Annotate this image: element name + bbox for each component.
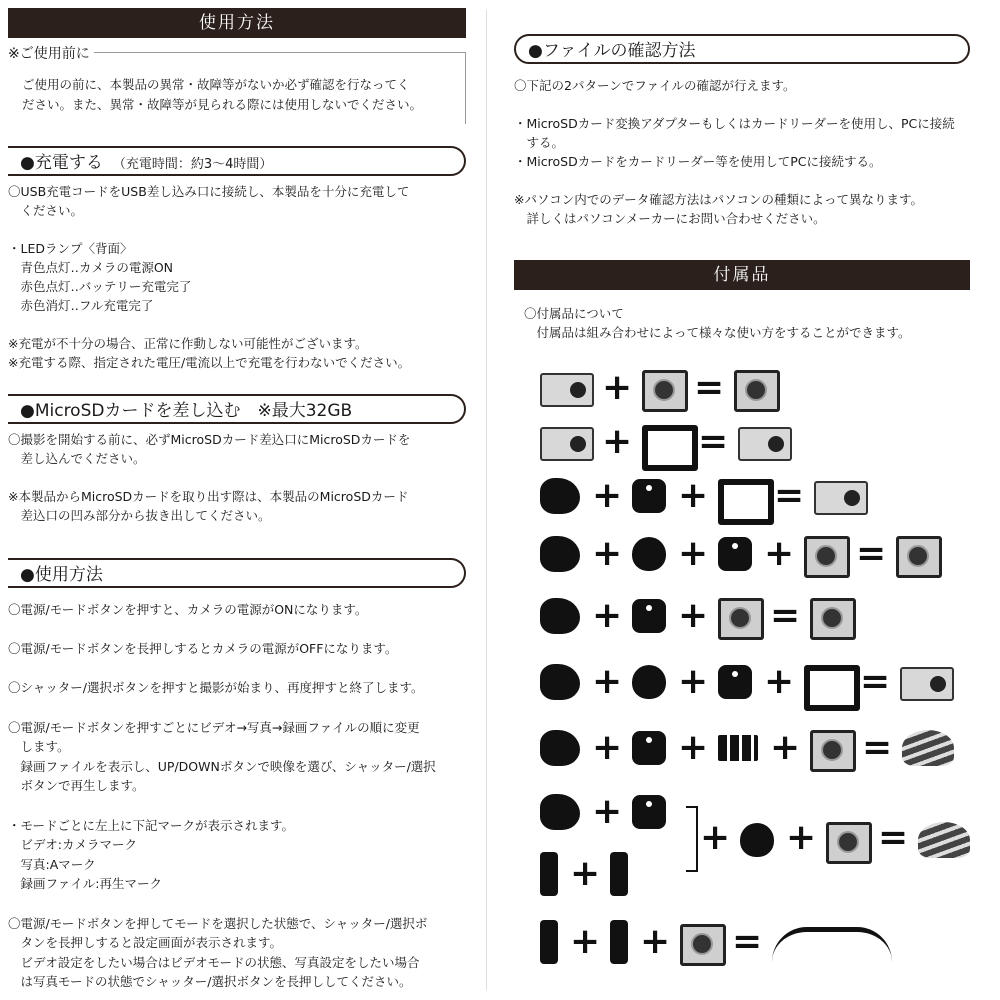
equals-sign: = [856,533,887,574]
dome-icon [632,665,666,699]
plus-sign: + [592,727,623,768]
plate-icon [632,479,666,513]
housing-icon [734,370,780,412]
equals-sign: = [694,367,725,408]
plate-icon [632,795,666,829]
microsd-heading [8,394,466,424]
text-line [8,220,410,239]
precheck-title: ※ご使用前に [8,43,94,63]
camera-icon [540,373,594,407]
camera-icon [900,667,954,701]
text-line: 〇電源/モードボタンを押してモードを選択した状態で、シャッター/選択ボ [8,915,428,931]
camera-icon [540,427,594,461]
arm-icon [610,852,628,896]
charge-heading [8,146,466,176]
plate-icon [718,537,752,571]
text-line: 〇電源/モードボタンを長押しするとカメラの電源がOFFになります。 [8,641,398,657]
dome-icon [740,823,774,857]
precheck-line: ださい。また、異常・故障等が見られる際には使用しないでください。 [22,97,423,112]
text-line: ボタンで再生します。 [8,778,145,794]
camera-icon [738,427,792,461]
plus-sign: + [570,921,601,962]
text-line: ※充電する際、指定された電圧/電流以上で充電を行わないでください。 [8,355,411,370]
plus-sign: + [786,817,817,858]
text-line: 差込口の凹み部分から抜き出してください。 [8,508,271,523]
text-line: 〇下記の2パターンでファイルの確認が行えます。 [514,78,796,93]
text-line: 録画ファイル:再生マーク [8,876,162,892]
text-line: タンを長押しすると設定画面が表示されます。 [8,935,283,951]
usage-header: 使用方法 [8,8,466,38]
plus-sign: + [700,817,731,858]
combination-bracket [686,806,698,872]
text-line: ・モードごとに左上に下記マークが表示されます。 [8,817,295,833]
files-heading [514,34,970,64]
text-line [8,698,436,718]
text-line: 差し込んでください。 [8,451,146,466]
housing-icon [804,536,850,578]
column-divider [486,10,487,990]
text-line: する。 [514,135,565,150]
clip-icon [540,794,580,830]
housing-icon [896,536,942,578]
plus-sign: + [602,421,633,462]
plus-sign: + [592,661,623,702]
text-line [8,659,436,679]
charge-text [8,182,410,372]
plate-icon [632,599,666,633]
plus-sign: + [570,853,601,894]
text-line: ・MicroSDカード変換アダプターもしくはカードリーダーを使用し、PCに接続 [514,116,955,131]
equals-sign: = [860,661,891,702]
text-line: ※本製品からMicroSDカードを取り出す際は、本製品のMicroSDカード [8,489,409,504]
text-line [514,171,955,190]
text-line: 詳しくはパソコンメーカーにお問い合わせください。 [514,211,826,226]
plus-sign: + [678,533,709,574]
housing-icon [642,370,688,412]
clip-icon [540,478,580,514]
plus-sign: + [592,533,623,574]
arm-icon [610,920,628,964]
clip-icon [540,664,580,700]
plus-sign: + [764,661,795,702]
text-line: は写真モードの状態でシャッター/選択ボタンを長押ししてください。 [8,974,412,990]
files-title: ●ファイルの確認方法 [528,41,696,61]
text-line: 写真:Aマーク [8,856,96,872]
text-line: ※充電が不十分の場合、正常に作動しない可能性がございます。 [8,336,368,351]
frame-icon [804,665,860,711]
text-line: 録画ファイルを表示し、UP/DOWNボタンで映像を選び、シャッター/選択 [8,758,436,774]
clip-icon [540,598,580,634]
housing-icon [810,730,856,772]
plate-icon [718,665,752,699]
text-line [8,894,436,914]
plate-icon [632,731,666,765]
text-line [8,468,410,487]
plus-sign: + [770,727,801,768]
text-line: 〇付属品について [524,306,624,321]
precheck-box [8,46,466,124]
charge-subtitle: （充電時間：約3～4時間） [112,157,273,172]
microsd-text [8,430,410,525]
plus-sign: + [764,533,795,574]
microsd-title: ●MicroSDカードを差し込む ※最大32GB [20,401,353,421]
text-line [8,620,436,640]
plus-sign: + [640,921,671,962]
arm-icon [540,852,558,896]
equals-sign: = [770,595,801,636]
camera-icon [814,481,868,515]
text-line [514,95,955,114]
plus-sign: + [678,475,709,516]
plus-sign: + [678,661,709,702]
text-line: 赤色消灯‥フル充電完了 [8,298,154,313]
housing-icon [718,598,764,640]
text-line: ※パソコン内でのデータ確認方法はパソコンの種類によって異なります。 [514,192,923,207]
equals-sign: = [698,421,729,462]
usage-text [8,600,436,992]
dome-icon [632,537,666,571]
arm-icon [540,920,558,964]
helmet-icon [902,730,954,766]
frame-icon [642,425,698,471]
plus-sign: + [592,595,623,636]
plus-sign: + [602,367,633,408]
housing-icon [810,598,856,640]
plus-sign: + [592,791,623,832]
text-line: 青色点灯‥カメラの電源ON [8,260,174,275]
text-line: 〇シャッター/選択ボタンを押すと撮影が始まり、再度押すと終了します。 [8,680,424,696]
clip-icon [540,536,580,572]
text-line: ビデオ設定をしたい場合はビデオモードの状態、写真設定をしたい場合 [8,954,420,970]
housing-icon [680,924,726,966]
plus-sign: + [678,727,709,768]
text-line: ・MicroSDカードをカードリーダー等を使用してPCに接続する。 [514,154,882,169]
usage-heading [8,558,466,588]
files-text [514,76,955,228]
text-line: ください。 [8,203,84,218]
charge-title: ●充電する [20,153,103,173]
text-line: 付属品は組み合わせによって様々な使い方をすることができます。 [524,325,911,340]
helmet-icon [918,822,970,858]
housing-icon [826,822,872,864]
equals-sign: = [878,817,909,858]
plus-sign: + [678,595,709,636]
text-line: 赤色点灯‥バッテリー充電完了 [8,279,192,294]
text-line [8,315,410,334]
text-line: 〇撮影を開始する前に、必ずMicroSDカード差込口にMicroSDカードを [8,432,411,447]
equals-sign: = [774,475,805,516]
precheck-body [22,75,422,115]
text-line: ビデオ:カメラマーク [8,837,137,853]
bike-icon [772,927,892,962]
accessories-header: 付属品 [514,260,970,290]
text-line: 〇電源/モードボタンを押すと、カメラの電源がONになります。 [8,602,368,617]
plus-sign: + [592,475,623,516]
accessories-text [524,304,911,342]
text-line: ・LEDランプ〈背面〉 [8,241,133,256]
frame-icon [718,479,774,525]
text-line: します。 [8,739,70,755]
precheck-line: ご使用の前に、本製品の異常・故障等がないか必ず確認を行なってく [22,77,410,92]
equals-sign: = [732,921,763,962]
clip-icon [540,730,580,766]
text-line: 〇USB充電コードをUSB差し込み口に接続し、本製品を十分に充電して [8,184,410,199]
usage-title: ●使用方法 [20,565,103,585]
text-line: 〇電源/モードボタンを押すごとにビデオ→写真→録画ファイルの順に変更 [8,719,420,735]
text-line [8,796,436,816]
equals-sign: = [862,727,893,768]
straps-icon [718,735,758,761]
